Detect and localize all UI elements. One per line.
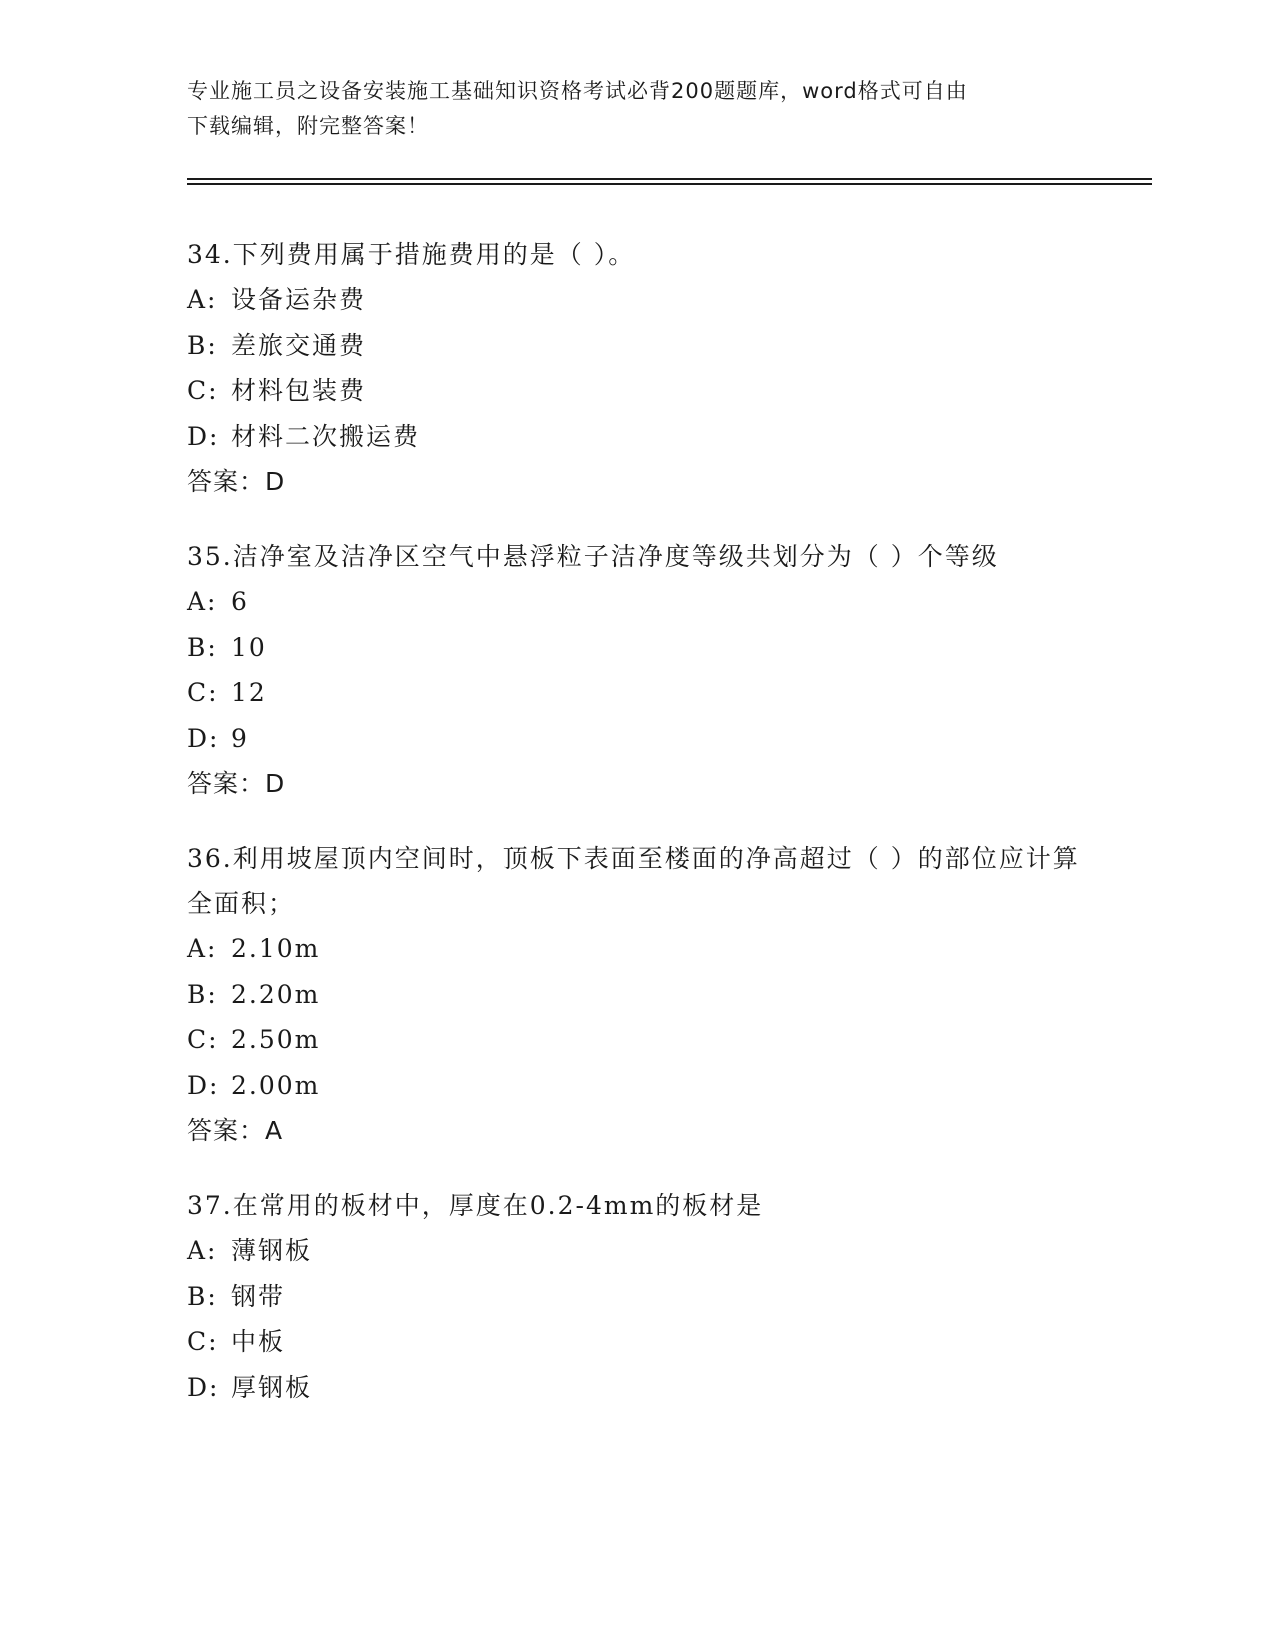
option-letter: D: bbox=[187, 1070, 220, 1100]
option-letter: B: bbox=[187, 632, 218, 662]
question-37 bbox=[187, 1183, 1087, 1410]
option-text: 9 bbox=[231, 723, 249, 753]
option-a bbox=[187, 277, 1087, 323]
option-b bbox=[187, 972, 1087, 1018]
option-text: 厚钢板 bbox=[231, 1372, 313, 1402]
option-c bbox=[187, 1017, 1087, 1063]
option-text: 材料包装费 bbox=[231, 376, 367, 405]
question-stem: 34.下列费用属于措施费用的是（ ）。 bbox=[187, 240, 636, 269]
question-stem: 37.在常用的板材中，厚度在0.2-4mm的板材是 bbox=[187, 1191, 764, 1220]
option-letter: C: bbox=[187, 1025, 219, 1054]
option-letter: D: bbox=[187, 723, 220, 753]
option-a bbox=[187, 579, 1087, 625]
option-text: 钢带 bbox=[231, 1281, 286, 1311]
option-text: 2.50m bbox=[231, 1025, 321, 1054]
option-letter: C: bbox=[187, 1327, 219, 1356]
option-letter: D: bbox=[187, 1372, 220, 1402]
option-letter: A: bbox=[187, 285, 218, 314]
question-34 bbox=[187, 232, 1087, 504]
option-d bbox=[187, 414, 1087, 460]
option-c bbox=[187, 670, 1087, 716]
option-d bbox=[187, 1063, 1087, 1109]
option-letter: A: bbox=[187, 934, 218, 963]
option-b bbox=[187, 1274, 1087, 1320]
question-35 bbox=[187, 534, 1087, 806]
option-text: 中板 bbox=[231, 1327, 286, 1356]
option-a bbox=[187, 1228, 1087, 1274]
option-c bbox=[187, 1319, 1087, 1365]
question-36 bbox=[187, 836, 1087, 1153]
answer-line: 答案：A bbox=[187, 1116, 284, 1145]
option-letter: D: bbox=[187, 421, 220, 451]
option-text: 12 bbox=[231, 678, 267, 707]
answer-line: 答案：D bbox=[187, 769, 286, 798]
header-divider-top bbox=[187, 178, 1152, 180]
option-b bbox=[187, 625, 1087, 671]
option-text: 2.00m bbox=[231, 1070, 321, 1100]
option-text: 差旅交通费 bbox=[231, 330, 367, 360]
option-letter: B: bbox=[187, 330, 218, 360]
option-text: 2.10m bbox=[231, 934, 321, 963]
header-divider-bottom bbox=[187, 183, 1152, 185]
option-d bbox=[187, 716, 1087, 762]
option-letter: C: bbox=[187, 678, 219, 707]
question-list bbox=[187, 232, 1087, 1440]
option-a bbox=[187, 926, 1087, 972]
answer-line: 答案：D bbox=[187, 467, 286, 496]
question-stem: 35.洁净室及洁净区空气中悬浮粒子洁净度等级共划分为（ ）个等级 bbox=[187, 542, 999, 571]
option-letter: A: bbox=[187, 1236, 218, 1265]
option-b bbox=[187, 323, 1087, 369]
option-letter: B: bbox=[187, 979, 218, 1009]
option-letter: A: bbox=[187, 587, 218, 616]
option-text: 6 bbox=[231, 587, 249, 616]
option-letter: C: bbox=[187, 376, 219, 405]
option-d bbox=[187, 1365, 1087, 1411]
document-header bbox=[187, 74, 1067, 144]
header-line-1: 专业施工员之设备安装施工基础知识资格考试必背200题题库，word格式可自由 bbox=[187, 79, 968, 103]
option-text: 材料二次搬运费 bbox=[231, 421, 421, 451]
option-letter: B: bbox=[187, 1281, 218, 1311]
option-text: 2.20m bbox=[231, 979, 321, 1009]
option-text: 薄钢板 bbox=[231, 1236, 313, 1265]
question-stem: 36.利用坡屋顶内空间时，顶板下表面至楼面的净高超过（ ）的部位应计算全面积； bbox=[187, 844, 1080, 918]
header-line-2: 下载编辑，附完整答案！ bbox=[187, 114, 429, 138]
option-c bbox=[187, 368, 1087, 414]
option-text: 10 bbox=[231, 632, 267, 662]
option-text: 设备运杂费 bbox=[231, 285, 367, 314]
